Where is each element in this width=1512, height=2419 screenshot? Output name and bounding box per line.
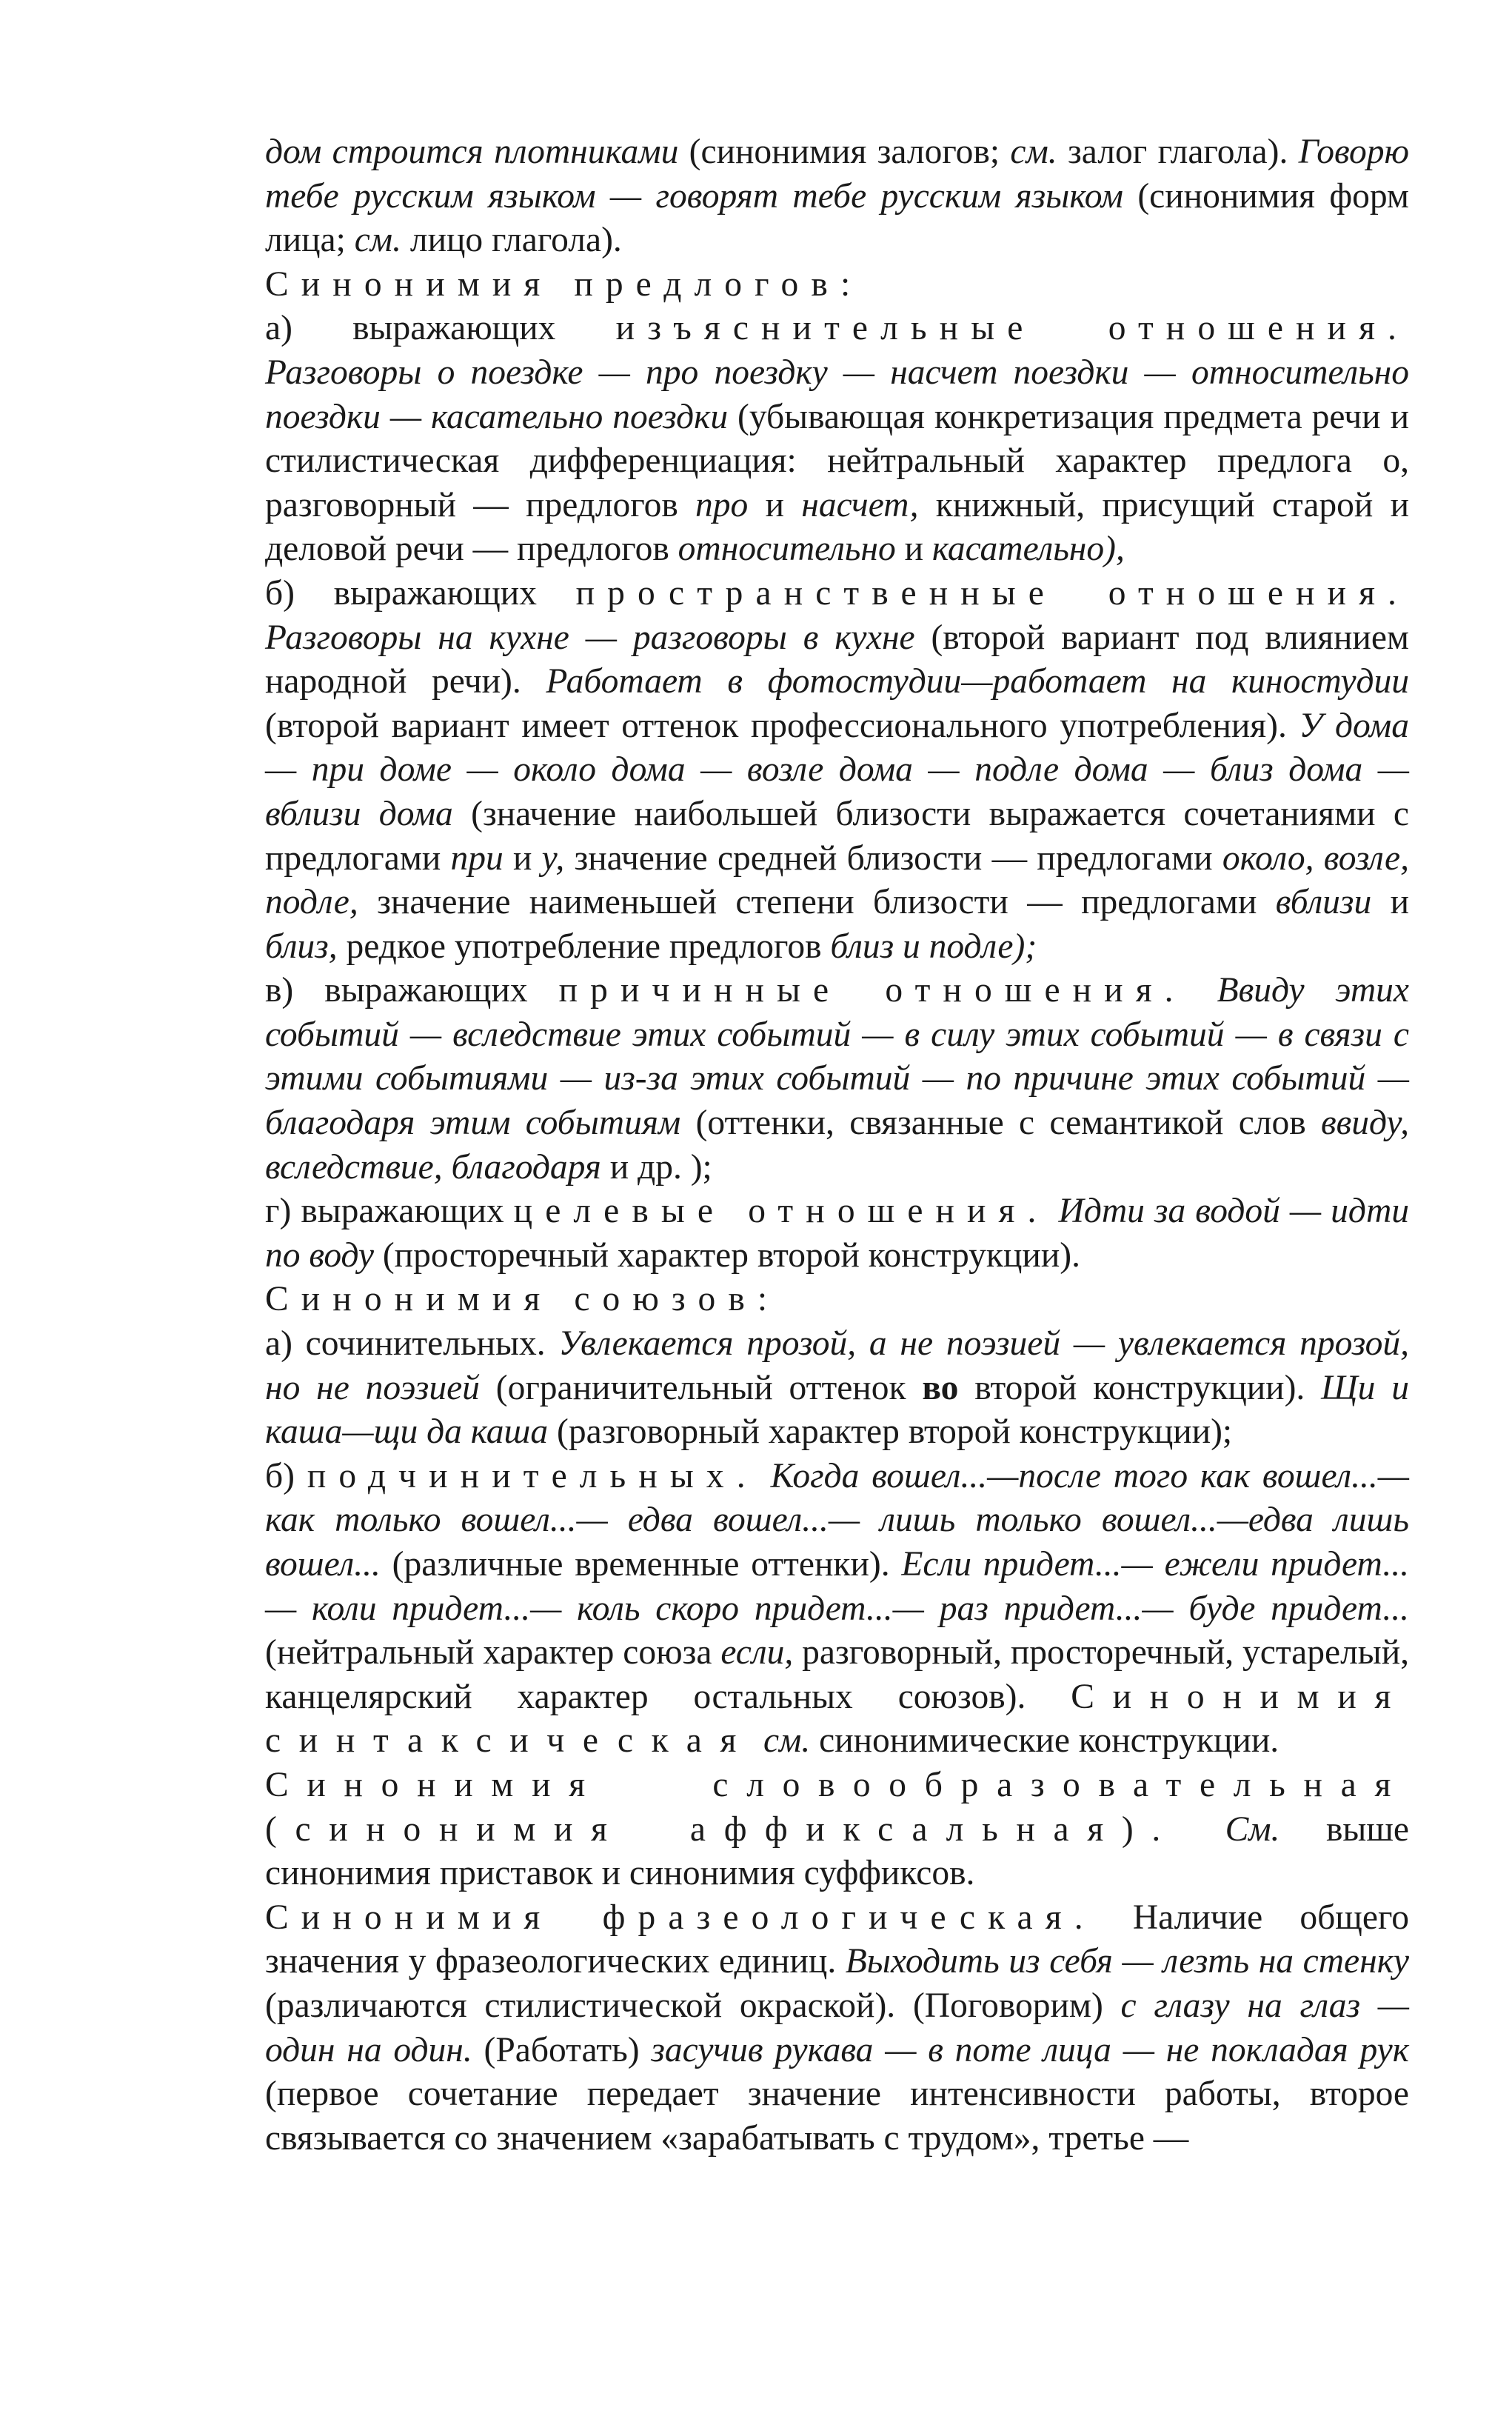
- text-run: и: [503, 838, 542, 878]
- text-run: г) выражающих: [265, 1192, 514, 1231]
- text-run: в) выражающих: [265, 971, 559, 1010]
- text-run: (убывающая конкретизация предмета речи и стилистическая дифференциация: нейтральный характер предлога о, разговорный — предлогов: [265, 397, 1409, 524]
- text-run: залог глагола).: [1057, 133, 1299, 171]
- text-run: б) выражающих: [265, 573, 576, 613]
- text-run: Синонимия словообразовательная (синонимия аффиксальная).: [265, 1765, 1409, 1849]
- text-run: Синонимия фразеологическая.: [265, 1898, 1096, 1937]
- text-run: дом строится плотниками: [265, 133, 679, 171]
- text-run: ввиду, вследствие, благодаря: [265, 1104, 1409, 1187]
- text-run: б): [265, 1456, 307, 1495]
- text-run: (различные временные оттенки).: [380, 1545, 902, 1584]
- document-page: [265, 130, 1409, 2161]
- text-run: Синонимия предлогов:: [265, 264, 863, 304]
- text-run: Разговоры о поездке — про поездку — насчет поездки — относительно поездки — касательно поездки: [265, 353, 1409, 436]
- text-run: (оттенки, связанные с семантикой слов: [680, 1104, 1322, 1143]
- text-run: Выходить из себя — лезть на стенку: [845, 1942, 1409, 1981]
- text-run: [1179, 1810, 1225, 1849]
- text-run: у,: [541, 838, 565, 878]
- text-run: (синонимия форм лица;: [265, 176, 1409, 260]
- text-run: и: [895, 530, 932, 569]
- text-run: см.: [763, 1721, 811, 1761]
- text-run: насчет,: [801, 485, 919, 524]
- text-run: У дома — при доме — около дома — возле дома — подле дома — близ дома — вблизи дома: [265, 706, 1409, 833]
- text-run: Если придет...— ежели придет...— коли придет...— коль скоро придет...— раз придет...— буде придет...: [265, 1545, 1409, 1628]
- text-run: пространственные отношения.: [575, 573, 1409, 613]
- text-run: про: [695, 485, 749, 524]
- paragraph-voice-synonymy: [265, 130, 1409, 263]
- heading-conjunction-synonymy: [265, 1278, 1409, 1322]
- paragraph-causal-relations: [265, 969, 1409, 1190]
- text-run: значение наименьшей степени близости — предлогами: [358, 883, 1276, 922]
- text-run: выше синонимия приставок и синонимия суффиксов.: [265, 1809, 1410, 1893]
- text-run: Ввиду этих событий — вследствие этих событий — в силу этих событий — в связи с этими событиями — из-за этих событий — по причине этих событий — благодаря этим событиям: [265, 971, 1409, 1143]
- text-run: (разговорный характер второй конструкции);: [548, 1412, 1233, 1452]
- text-run: Идти за водой — идти по воду: [265, 1192, 1409, 1275]
- text-run: редкое употребление предлогов: [337, 927, 831, 966]
- text-run: относительно: [678, 530, 896, 569]
- text-run: касательно),: [931, 530, 1125, 569]
- text-run: целевые отношения.: [513, 1192, 1049, 1231]
- text-run: (второй вариант под влиянием народной речи).: [265, 618, 1409, 701]
- text-run: (второй вариант имеет оттенок профессионального употребления).: [265, 706, 1299, 745]
- text-run: во: [922, 1368, 959, 1407]
- text-run: причинные отношения.: [558, 971, 1186, 1010]
- text-run: книжный, присущий старой и деловой речи — предлогов: [265, 485, 1410, 569]
- text-run: (синонимия залогов;: [678, 133, 1011, 171]
- text-run: Говорю тебе русским языком — говорят тебе русским языком: [265, 133, 1409, 216]
- text-run: [758, 1457, 771, 1495]
- paragraph-word-formation-synonymy: [265, 1764, 1409, 1896]
- text-run: с глазу на глаз — один на один.: [265, 1986, 1409, 2069]
- text-run: Наличие общего значения у фразеологических единиц.: [265, 1898, 1409, 1981]
- text-run: близ и подле);: [830, 927, 1037, 966]
- text-run: второй конструкции).: [958, 1368, 1322, 1407]
- text-run: значение средней близости — предлогами: [564, 838, 1222, 878]
- heading-preposition-synonymy: [265, 263, 1409, 307]
- paragraph-subordinating: [265, 1455, 1409, 1764]
- text-run: Разговоры на кухне — разговоры в кухне: [265, 618, 915, 657]
- text-run: см.: [354, 221, 401, 260]
- text-run: (первое сочетание передает значение интенсивности работы, второе связывается со значением «зарабатывать с трудом», третье —: [265, 2075, 1409, 2158]
- text-run: см.: [1010, 133, 1057, 171]
- text-run: (Работать): [472, 2030, 652, 2069]
- text-run: [755, 1721, 763, 1760]
- text-run: [1186, 971, 1217, 1010]
- text-run: и: [1371, 883, 1410, 922]
- text-run: Щи и каша—щи да каша: [265, 1368, 1409, 1452]
- text-run: Работает в фотостудии—работает на киностудии: [546, 662, 1409, 701]
- text-run: (ограничительный оттенок: [479, 1368, 923, 1407]
- text-run: и: [748, 485, 802, 524]
- text-run: изъяснительные отношения.: [615, 309, 1409, 348]
- text-run: вблизи: [1275, 883, 1372, 922]
- text-run: Увлекается прозой, а не поэзией — увлекается прозой, но не поэзией: [265, 1324, 1409, 1407]
- text-run: около, возле, подле,: [265, 838, 1410, 922]
- text-run: и др. );: [601, 1147, 712, 1187]
- text-run: разговорный, просторечный, устарелый, канцелярский характер остальных союзов).: [265, 1633, 1409, 1716]
- text-run: а) сочинительных.: [265, 1324, 559, 1364]
- text-run: Синонимия союзов:: [265, 1280, 780, 1319]
- text-run: (различаются стилистической окраской). (Поговорим): [265, 1986, 1121, 2025]
- text-run: подчинительных.: [307, 1456, 758, 1495]
- text-run: а) выражающих: [265, 309, 616, 348]
- text-run: См.: [1225, 1809, 1280, 1849]
- text-run: (просторечный характер второй конструкции).: [373, 1235, 1080, 1275]
- text-run: Когда вошел...—после того как вошел...— как только вошел...— едва вошел...— лишь только вошел...—едва лишь вошел...: [265, 1456, 1410, 1584]
- paragraph-coordinating: [265, 1322, 1409, 1455]
- text-run: (нейтральный характер союза: [265, 1633, 721, 1672]
- text-run: если,: [720, 1633, 794, 1672]
- text-run: Синонимия синтаксическая: [265, 1677, 1409, 1761]
- text-run: засучив рукава — в поте лица — не покладая рук: [651, 2030, 1409, 2069]
- text-run: при: [450, 838, 504, 878]
- paragraph-phraseological-synonymy: [265, 1896, 1409, 2161]
- paragraph-spatial-relations: [265, 572, 1409, 969]
- text-run: [1048, 1192, 1058, 1230]
- text-run: (значение наибольшей близости выражается сочетаниями с предлогами: [265, 794, 1409, 878]
- text-run: синонимические конструкции.: [810, 1721, 1279, 1761]
- paragraph-purpose-relations: [265, 1190, 1409, 1278]
- paragraph-explanatory-relations: [265, 307, 1409, 572]
- text-run: лицо глагола).: [401, 221, 622, 260]
- text-run: близ,: [265, 927, 338, 966]
